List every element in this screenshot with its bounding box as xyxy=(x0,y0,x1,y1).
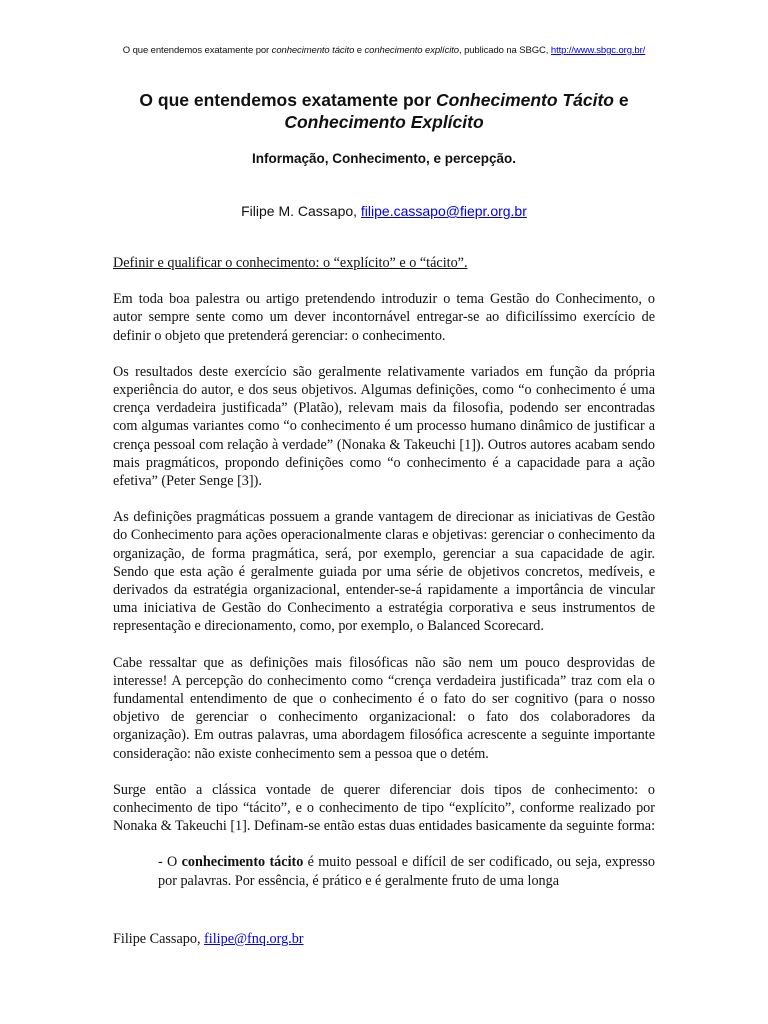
paragraph-3: As definições pragmáticas possuem a grande vantagem de direcionar as iniciativas de Gestão do Conhecimento para ações operacionalmente claras e objetivas: gerenciar o conhecimento da organização, de forma pragmática, será, por exemplo, gerenciar a sua capacidade de agir. Sendo que esta ação é geralmente guiada por uma série de objetivos concretos, medíveis, e derivados da estratégia organizacional, entender-se-á rapidamente a importância de vincular uma iniciativa de Gestão do Conhecimento a estratégia corporativa e seus instrumentos de representação e direcionamento, como, por exemplo, o Balanced Scorecard. xyxy=(113,509,655,635)
paragraph-1: Em toda boa palestra ou artigo pretendendo introduzir o tema Gestão do Conhecimento, o autor sempre sente como um dever incontornável entregar-se ao dificilíssimo exercício de definir o objeto que pretenderá gerenciar: o conhecimento. xyxy=(113,291,655,344)
list-item-text: é muito pessoal e difícil de ser codificado, ou seja, expresso por palavras. Por essência, é prático e é geralmente fruto de uma longa xyxy=(158,854,655,889)
paragraph-4: Cabe ressaltar que as definições mais filosóficas não são nem um pouco desprovidas de interesse! A percepção do conhecimento como “crença verdadeira justificada” traz com ela o fundamental entendimento de que o conhecimento é o fato do ser cognitivo (para o nosso objetivo de gerenciar o conhecimento organizacional: o fato dos colaboradores da organização). Em outras palavras, uma abordagem filosófica acrescente a seguinte importante consideração: não existe conhecimento sem a pessoa que o detém. xyxy=(113,654,655,762)
author-line xyxy=(0,203,768,219)
page-footer xyxy=(113,931,655,948)
sbgc-link[interactable]: http://www.sbgc.org.br/ xyxy=(550,45,646,56)
section-heading: Definir e qualificar o conhecimento: o “explícito” e o “tácito”. xyxy=(113,255,468,271)
footer-name: Filipe Cassapo, xyxy=(113,931,205,947)
list-item-term: conhecimento tácito xyxy=(181,854,304,871)
paragraph-5: Surge então a clássica vontade de querer diferenciar dois tipos de conhecimento: o conhecimento de tipo “tácito”, e o conhecimento de tipo “explícito”, conforme realizado por Nonaka & Takeuchi [1]. Definam-se então estas duas entidades basicamente da seguinte forma: xyxy=(113,781,656,835)
document-title xyxy=(40,89,728,133)
author-email-link[interactable]: filipe.cassapo@fiepr.org.br xyxy=(360,203,527,219)
footer-email-link[interactable]: filipe@fnq.org.br xyxy=(204,931,304,947)
paragraph-2: Os resultados deste exercício são geralmente relativamente variados em função da própria experiência do autor, e dos seus objetivos. Algumas definições, como “o conhecimento é uma crença verdadeira justificada” (Platão), relevam mais da filosofia, podendo ser encontradas com algumas variantes como “o conhecimento é um processo humano dinâmico de justificar a crença pessoal com relação à verdade” (Nonaka & Takeuchi [1]). Outros autores acabam sendo mais pragmáticos, propondo definições como “o conhecimento é a capacidade para a ação efetiva” (Peter Senge [3]). xyxy=(113,363,655,490)
header-text-and: e xyxy=(354,45,365,56)
title-text-and: e xyxy=(613,90,629,110)
title-italic-explicit: Conhecimento Explícito xyxy=(284,112,484,132)
list-item-tacit xyxy=(113,853,655,889)
list-item-prefix: - O xyxy=(158,854,182,871)
document-body xyxy=(113,254,655,908)
header-text: O que entendemos exatamente por xyxy=(122,45,272,56)
document-subtitle: Informação, Conhecimento, e percepção. xyxy=(251,151,517,166)
header-italic-explicit: conhecimento explícito xyxy=(364,45,459,56)
title-text: O que entendemos exatamente por xyxy=(139,90,437,110)
author-name: Filipe M. Cassapo, xyxy=(241,203,361,219)
header-text-publisher: , publicado na SBGC, xyxy=(458,45,551,56)
title-italic-tacit: Conhecimento Tácito xyxy=(436,90,614,110)
running-header xyxy=(0,45,768,56)
header-italic-tacit: conhecimento tácito xyxy=(271,45,355,56)
